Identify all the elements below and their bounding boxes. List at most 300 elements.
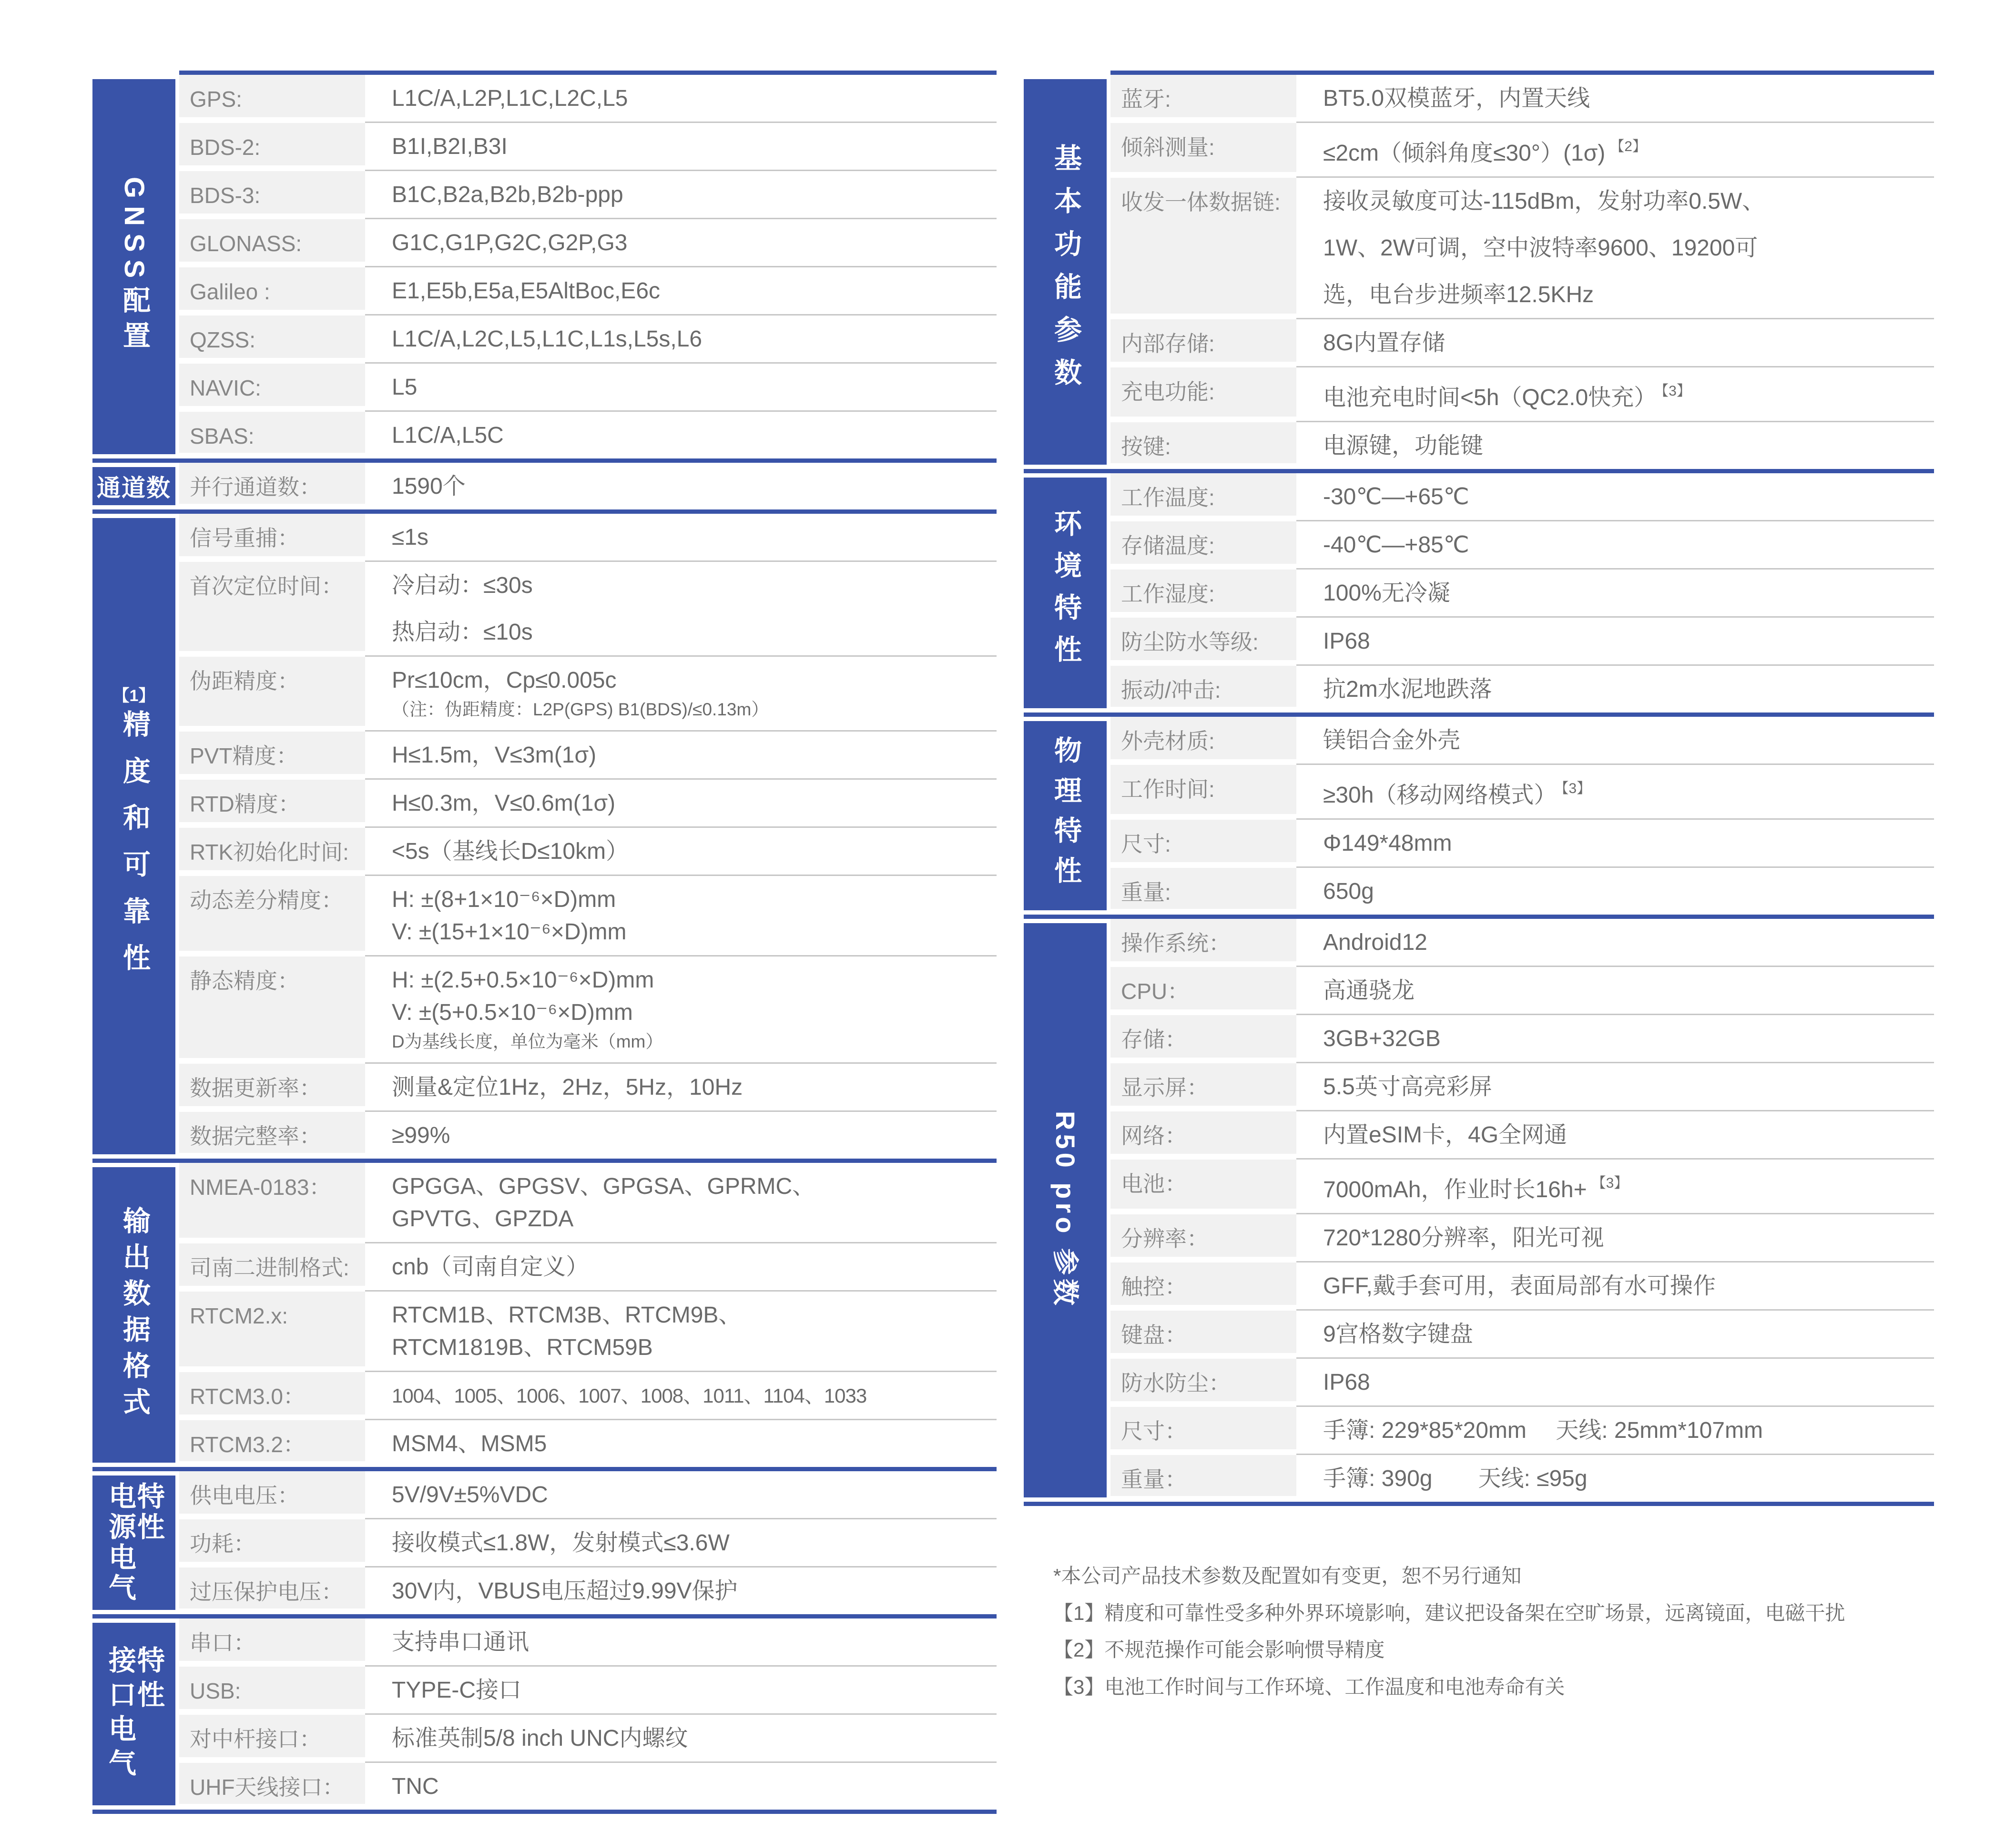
row-label: 串口：	[179, 1618, 365, 1661]
spec-row	[179, 1064, 997, 1112]
row-value-line	[1323, 134, 1926, 166]
row-label: RTCM3.2：	[179, 1420, 365, 1461]
section-title-channels	[97, 469, 171, 503]
row-value-text: 高通骁龙	[1323, 978, 1415, 1003]
row-value-text: L1C/A,L2C,L5,L1C,L1s,L5s,L6	[392, 326, 703, 352]
row-value-text: 7000mAh，作业时长16h+	[1323, 1177, 1587, 1202]
row-value-line	[392, 839, 989, 864]
row-label: 显示屏：	[1110, 1063, 1296, 1106]
row-value	[1296, 1214, 1934, 1262]
row-value	[1296, 75, 1934, 123]
section-rows	[1110, 75, 1934, 469]
row-value-line	[1323, 1274, 1926, 1299]
row-value-line	[1323, 1226, 1926, 1251]
section-title-col1: 电源电气	[104, 1482, 135, 1604]
row-label: 蓝牙:	[1110, 75, 1296, 117]
row-label: 重量：	[1110, 1455, 1296, 1496]
spec-row	[1110, 1160, 1934, 1214]
row-value-line	[392, 743, 989, 768]
section-interface	[92, 1614, 997, 1814]
row-value-text: 支持串口通讯	[392, 1629, 529, 1655]
row-value-line	[1323, 1370, 1926, 1395]
section-title-text: 输出数据格式	[119, 1206, 150, 1424]
row-value	[365, 412, 997, 458]
row-value-text: L1C/A,L2P,L1C,L2C,L5	[392, 86, 628, 111]
row-value-text: 1W、2W可调，空中波特率9600、19200可	[1323, 235, 1758, 261]
section-rows	[1110, 717, 1934, 915]
row-label: 数据更新率：	[179, 1064, 365, 1106]
row-value-text: V: ±(15+1×10⁻⁶×D)mm	[392, 919, 627, 945]
row-value	[365, 1763, 997, 1810]
row-value	[365, 75, 997, 123]
row-value-line	[392, 525, 989, 550]
row-label: QZSS:	[179, 316, 365, 358]
section-title-col2: 特性	[133, 1645, 164, 1714]
row-value-line	[392, 134, 989, 159]
spec-row	[179, 514, 997, 562]
section-rows	[179, 75, 997, 458]
row-value-text: 3GB+32GB	[1323, 1026, 1441, 1051]
spec-row	[179, 957, 997, 1064]
row-value-line	[1323, 533, 1926, 558]
row-value-line	[392, 1726, 989, 1751]
footnotes	[1053, 1557, 1987, 1706]
spec-row	[179, 316, 997, 364]
row-value	[365, 1715, 997, 1763]
footnote-marker: 【3】	[1661, 383, 1691, 399]
section-rows	[179, 1471, 997, 1614]
row-value	[365, 657, 997, 732]
row-value-line	[1323, 379, 1926, 410]
section-title-col1: 接口电气	[104, 1645, 135, 1783]
row-value-text: V: ±(5+0.5×10⁻⁶×D)mm	[392, 1000, 633, 1025]
spec-row	[179, 1519, 997, 1567]
row-value-text: L5	[392, 375, 417, 400]
row-label: 过压保护电压：	[179, 1567, 365, 1608]
spec-row	[1110, 178, 1934, 319]
spec-table-left	[92, 71, 997, 1814]
section-power	[92, 1467, 997, 1614]
row-value-text: 电池充电时间<5h（QC2.0快充）	[1323, 385, 1657, 410]
row-value-text: Pr≤10cm，Cp≤0.005c	[392, 668, 617, 693]
row-value	[1296, 521, 1934, 570]
row-value-text: ≥99%	[392, 1123, 450, 1148]
row-value	[365, 828, 997, 876]
row-label: 电池：	[1110, 1160, 1296, 1209]
section-title-physical	[1051, 736, 1079, 896]
row-value-text: 5V/9V±5%VDC	[392, 1482, 548, 1507]
row-value-line	[392, 700, 989, 720]
row-value	[365, 123, 997, 171]
section-output	[92, 1159, 997, 1467]
spec-row	[179, 1243, 997, 1292]
spec-row	[1110, 717, 1934, 765]
row-value-text: RTCM1B、RTCM3B、RTCM9B、	[392, 1303, 742, 1328]
spec-row	[1110, 919, 1934, 967]
section-rows	[1110, 919, 1934, 1502]
spec-row	[179, 267, 997, 316]
row-value-line	[392, 1174, 989, 1199]
row-value-text: 手簿: 390g 天线: ≤95g	[1323, 1466, 1588, 1491]
row-label: 操作系统：	[1110, 919, 1296, 961]
spec-row	[1110, 1455, 1934, 1502]
spec-row	[179, 123, 997, 171]
row-value-text: RTCM1819B、RTCM59B	[392, 1335, 653, 1360]
row-value-text: 抗2m水泥地跌落	[1323, 677, 1492, 702]
row-value-line	[1323, 1466, 1926, 1491]
spec-row	[1110, 1262, 1934, 1311]
spec-row	[1110, 666, 1934, 712]
row-value	[1296, 1359, 1934, 1407]
row-value-text: ≥30h（移动网络模式）	[1323, 783, 1557, 808]
spec-row	[179, 876, 997, 957]
spec-row	[1110, 1214, 1934, 1262]
row-label: 工作温度:	[1110, 473, 1296, 516]
spec-row	[179, 463, 997, 509]
spec-row	[179, 828, 997, 876]
row-label: 首次定位时间：	[179, 562, 365, 651]
row-value	[1296, 820, 1934, 868]
row-value-text: ≤2cm（倾斜角度≤30°）(1σ)	[1323, 141, 1606, 166]
row-label: 内部存储:	[1110, 319, 1296, 362]
section-title-text: 物理特性	[1050, 735, 1081, 896]
spec-row	[179, 75, 997, 123]
row-value-text: 手簿: 229*85*20mm 天线: 25mm*107mm	[1323, 1418, 1763, 1443]
section-basic	[1024, 71, 1934, 469]
row-value-line	[1323, 978, 1926, 1003]
row-value-text: 接收模式≤1.8W，发射模式≤3.6W	[392, 1530, 730, 1556]
row-value-text: -40℃—+85℃	[1323, 532, 1469, 558]
spec-row	[179, 1667, 997, 1715]
section-gnss	[92, 71, 997, 458]
row-value-text: 电源键，功能键	[1323, 433, 1484, 458]
section-title-r50	[1052, 1111, 1079, 1309]
row-value-text: 内置eSIM卡，4G全网通	[1323, 1122, 1568, 1148]
spec-row	[1110, 1407, 1934, 1455]
section-title-power	[106, 1482, 162, 1604]
row-value-text: 30V内，VBUS电压超过9.99V保护	[392, 1578, 738, 1604]
row-value-line	[392, 86, 989, 111]
row-value-line	[392, 573, 989, 598]
row-value	[365, 219, 997, 267]
row-value	[1296, 473, 1934, 521]
row-value	[1296, 1407, 1934, 1455]
row-value	[1296, 618, 1934, 666]
section-title-output	[120, 1206, 148, 1424]
row-value	[365, 1667, 997, 1715]
row-value-text: H≤1.5m，V≤3m(1σ)	[392, 743, 597, 768]
row-value	[1296, 570, 1934, 618]
section-channels	[92, 458, 997, 509]
row-value-text: 1004、1005、1006、1007、1008、1011、1104、1033	[392, 1384, 867, 1407]
spec-row	[179, 1163, 997, 1243]
footnote-line: 【2】不规范操作可能会影响惯导精度	[1053, 1639, 1385, 1661]
section-header-basic	[1024, 79, 1107, 465]
spec-row	[179, 412, 997, 458]
row-value-text: H: ±(8+1×10⁻⁶×D)mm	[392, 887, 616, 912]
row-value-line	[1323, 879, 1926, 904]
row-value	[1296, 1262, 1934, 1311]
row-value-text: cnb（司南自定义）	[392, 1254, 589, 1280]
row-label: 防水防尘：	[1110, 1359, 1296, 1401]
row-value-line	[1323, 629, 1926, 654]
row-label: RTK初始化时间:	[179, 828, 365, 870]
row-value-text: 1590个	[392, 474, 466, 499]
row-label: 工作时间:	[1110, 765, 1296, 814]
row-value-text: Φ149*48mm	[1323, 831, 1452, 856]
row-value	[365, 1163, 997, 1243]
row-value-line	[392, 887, 989, 912]
row-label: SBAS:	[179, 412, 365, 453]
row-value-text: D为基线长度，单位为毫米（mm）	[392, 1032, 663, 1051]
row-label: 工作湿度:	[1110, 570, 1296, 612]
row-value-line	[1323, 1027, 1926, 1051]
row-value-line	[392, 668, 989, 693]
row-value	[1296, 1160, 1934, 1214]
section-r50	[1024, 915, 1934, 1506]
row-value-text: H≤0.3m，V≤0.6m(1σ)	[392, 791, 616, 816]
spec-row	[179, 1763, 997, 1810]
row-value-text: MSM4、MSM5	[392, 1431, 547, 1456]
row-value-line	[392, 1032, 989, 1052]
spec-row	[179, 1471, 997, 1519]
section-header-gnss	[92, 79, 175, 454]
spec-row	[1110, 1063, 1934, 1111]
section-title-basic	[1051, 143, 1079, 401]
row-value-line	[1323, 581, 1926, 606]
section-header-interface	[92, 1623, 175, 1805]
row-value-line	[392, 1483, 989, 1507]
row-value-line	[1323, 485, 1926, 509]
section-rows	[179, 1163, 997, 1467]
row-value-text: IP68	[1323, 1370, 1370, 1395]
row-value-text: ≤1s	[392, 525, 429, 550]
row-label: 防尘防水等级:	[1110, 618, 1296, 660]
row-value	[1296, 1111, 1934, 1160]
spec-row	[1110, 422, 1934, 469]
spec-row	[1110, 967, 1934, 1015]
row-value	[1296, 1455, 1934, 1502]
row-value	[1296, 967, 1934, 1015]
row-value-line	[392, 1123, 989, 1148]
section-title-gnss	[120, 177, 148, 356]
row-value-text: 650g	[1323, 879, 1374, 904]
row-value-line	[1323, 1123, 1926, 1148]
row-value-text: L1C/A,L5C	[392, 423, 504, 448]
section-header-channels	[92, 467, 175, 505]
row-label: USB:	[179, 1667, 365, 1709]
row-value-text: E1,E5b,E5a,E5AltBoc,E6c	[392, 278, 661, 304]
spec-table-right	[1024, 71, 1934, 1506]
spec-row	[179, 1618, 997, 1667]
row-value-line	[392, 327, 989, 352]
section-title-col2: 特性	[133, 1482, 164, 1543]
row-value	[1296, 717, 1934, 765]
row-value	[1296, 1015, 1934, 1063]
row-value-text: 选，电台步进频率12.5KHz	[1323, 282, 1594, 307]
row-value-line	[1323, 1171, 1926, 1202]
row-value-line	[392, 1774, 989, 1799]
row-label: 司南二进制格式:	[179, 1243, 365, 1286]
row-value	[365, 463, 997, 509]
section-physical	[1024, 712, 1934, 915]
row-value-line	[1323, 86, 1926, 111]
row-value-text: 冷启动：≤30s	[392, 573, 533, 598]
row-value-text: <5s（基线长D≤10km）	[392, 839, 629, 864]
spec-row	[1110, 1311, 1934, 1359]
row-value-line	[392, 1579, 989, 1604]
row-value-line	[1323, 1075, 1926, 1099]
row-label: 外壳材质:	[1110, 717, 1296, 759]
row-value-line	[1323, 677, 1926, 702]
row-value-text: 8G内置存储	[1323, 330, 1446, 356]
row-value-text: B1C,B2a,B2b,B2b-ppp	[392, 182, 623, 207]
spec-row	[1110, 1015, 1934, 1063]
footnote-marker: 【3】	[1561, 781, 1591, 796]
spec-row	[1110, 521, 1934, 570]
footnote-marker: 【3】	[1591, 1175, 1629, 1191]
row-label: 数据完整率：	[179, 1112, 365, 1153]
row-label: Galileo :	[179, 267, 365, 310]
row-value-text: 720*1280分辨率，阳光可视	[1323, 1225, 1604, 1251]
row-value	[1296, 123, 1934, 178]
row-value	[365, 316, 997, 364]
row-label: 供电电压：	[179, 1471, 365, 1514]
row-value-line	[392, 620, 989, 645]
section-rows	[1110, 473, 1934, 712]
section-rows	[179, 1618, 997, 1810]
row-label: 动态差分精度：	[179, 876, 365, 951]
row-value-line	[392, 1303, 989, 1328]
row-label: 尺寸:	[1110, 820, 1296, 862]
row-label: 重量:	[1110, 868, 1296, 909]
row-value	[365, 514, 997, 562]
row-value-text: 测量&定位1Hz，2Hz，5Hz，10Hz	[392, 1075, 743, 1100]
row-value-line	[1323, 236, 1926, 261]
row-value-line	[392, 1000, 989, 1025]
row-label: 伪距精度：	[179, 657, 365, 726]
spec-row	[1110, 1111, 1934, 1160]
row-value-text: 标准英制5/8 inch UNC内螺纹	[392, 1726, 688, 1751]
section-title-interface	[106, 1646, 162, 1783]
footnote-line: 【1】精度和可靠性受多种外界环境影响，建议把设备架在空旷场景，远离镜面，电磁干扰	[1053, 1601, 1845, 1624]
row-value-line	[1323, 1322, 1926, 1347]
row-label: 触控：	[1110, 1262, 1296, 1305]
row-value-line	[392, 791, 989, 816]
row-label: 网络：	[1110, 1111, 1296, 1154]
row-value-line	[392, 1531, 989, 1556]
spec-row	[1110, 75, 1934, 123]
row-value-text: TYPE-C接口	[392, 1678, 522, 1703]
row-label: 功耗：	[179, 1519, 365, 1562]
row-label: GLONASS:	[179, 219, 365, 262]
row-value	[365, 876, 997, 957]
spec-row	[179, 562, 997, 657]
row-label: 键盘：	[1110, 1311, 1296, 1353]
row-value	[365, 1471, 997, 1519]
row-value-text: -30℃—+65℃	[1323, 484, 1469, 509]
row-label: 存储：	[1110, 1015, 1296, 1058]
row-label: RTD精度：	[179, 780, 365, 822]
row-value	[365, 562, 997, 657]
row-value	[1296, 868, 1934, 915]
section-title-text: 环境特性	[1050, 509, 1081, 677]
row-value	[365, 1372, 997, 1420]
row-label: BDS-3:	[179, 171, 365, 214]
section-rows	[179, 463, 997, 509]
section-title-columns	[106, 1646, 162, 1783]
row-value	[1296, 319, 1934, 367]
row-value-line	[392, 968, 989, 993]
row-label: CPU：	[1110, 967, 1296, 1009]
row-value-line	[1323, 331, 1926, 356]
row-value-line	[1323, 434, 1926, 458]
spec-row	[1110, 820, 1934, 868]
spec-row	[179, 1420, 997, 1467]
row-label: 倾斜测量:	[1110, 123, 1296, 172]
row-value-line	[392, 1678, 989, 1703]
section-header-accuracy	[92, 518, 175, 1154]
row-value-line	[392, 231, 989, 255]
row-value-line	[392, 279, 989, 304]
row-label: 振动/冲击:	[1110, 666, 1296, 707]
row-value	[1296, 765, 1934, 820]
row-value-line	[392, 1207, 989, 1232]
spec-row	[1110, 367, 1934, 422]
row-label: BDS-2:	[179, 123, 365, 165]
row-value	[365, 1292, 997, 1372]
row-value	[1296, 422, 1934, 469]
spec-row	[179, 1567, 997, 1614]
row-value	[365, 364, 997, 412]
row-label: 存储温度:	[1110, 521, 1296, 564]
section-title-env	[1051, 509, 1079, 677]
spec-row	[179, 1372, 997, 1420]
row-value	[365, 1243, 997, 1292]
row-label: NMEA-0183：	[179, 1163, 365, 1238]
section-env	[1024, 469, 1934, 712]
row-label: 信号重捕：	[179, 514, 365, 556]
row-value-line	[392, 1630, 989, 1655]
row-value-text: Android12	[1323, 930, 1427, 955]
row-value	[365, 1567, 997, 1614]
spec-row	[179, 780, 997, 828]
spec-row	[1110, 868, 1934, 915]
row-value	[365, 1420, 997, 1467]
row-value-text: G1C,G1P,G2C,G2P,G3	[392, 230, 628, 255]
row-value-line	[392, 375, 989, 400]
row-value-text: TNC	[392, 1774, 439, 1799]
row-value-line	[392, 183, 989, 207]
row-value-line	[392, 1384, 989, 1408]
row-value	[365, 1064, 997, 1112]
section-title-text: GNSS配置	[119, 177, 150, 356]
row-value-line	[1323, 728, 1926, 753]
row-value-line	[392, 1432, 989, 1456]
footnote-line: 【3】电池工作时间与工作环境、工作温度和电池寿命有关	[1053, 1676, 1565, 1699]
spec-row	[179, 219, 997, 267]
spec-row	[179, 171, 997, 219]
section-title-columns	[106, 1482, 162, 1604]
row-value-line	[392, 423, 989, 448]
row-value-line	[1323, 930, 1926, 955]
row-label: RTCM3.0：	[179, 1372, 365, 1415]
section-rows	[179, 514, 997, 1159]
section-header-power	[92, 1476, 175, 1610]
row-label: 充电功能:	[1110, 367, 1296, 417]
footnote-marker: 【2】	[1610, 139, 1647, 154]
section-accuracy	[92, 509, 997, 1159]
